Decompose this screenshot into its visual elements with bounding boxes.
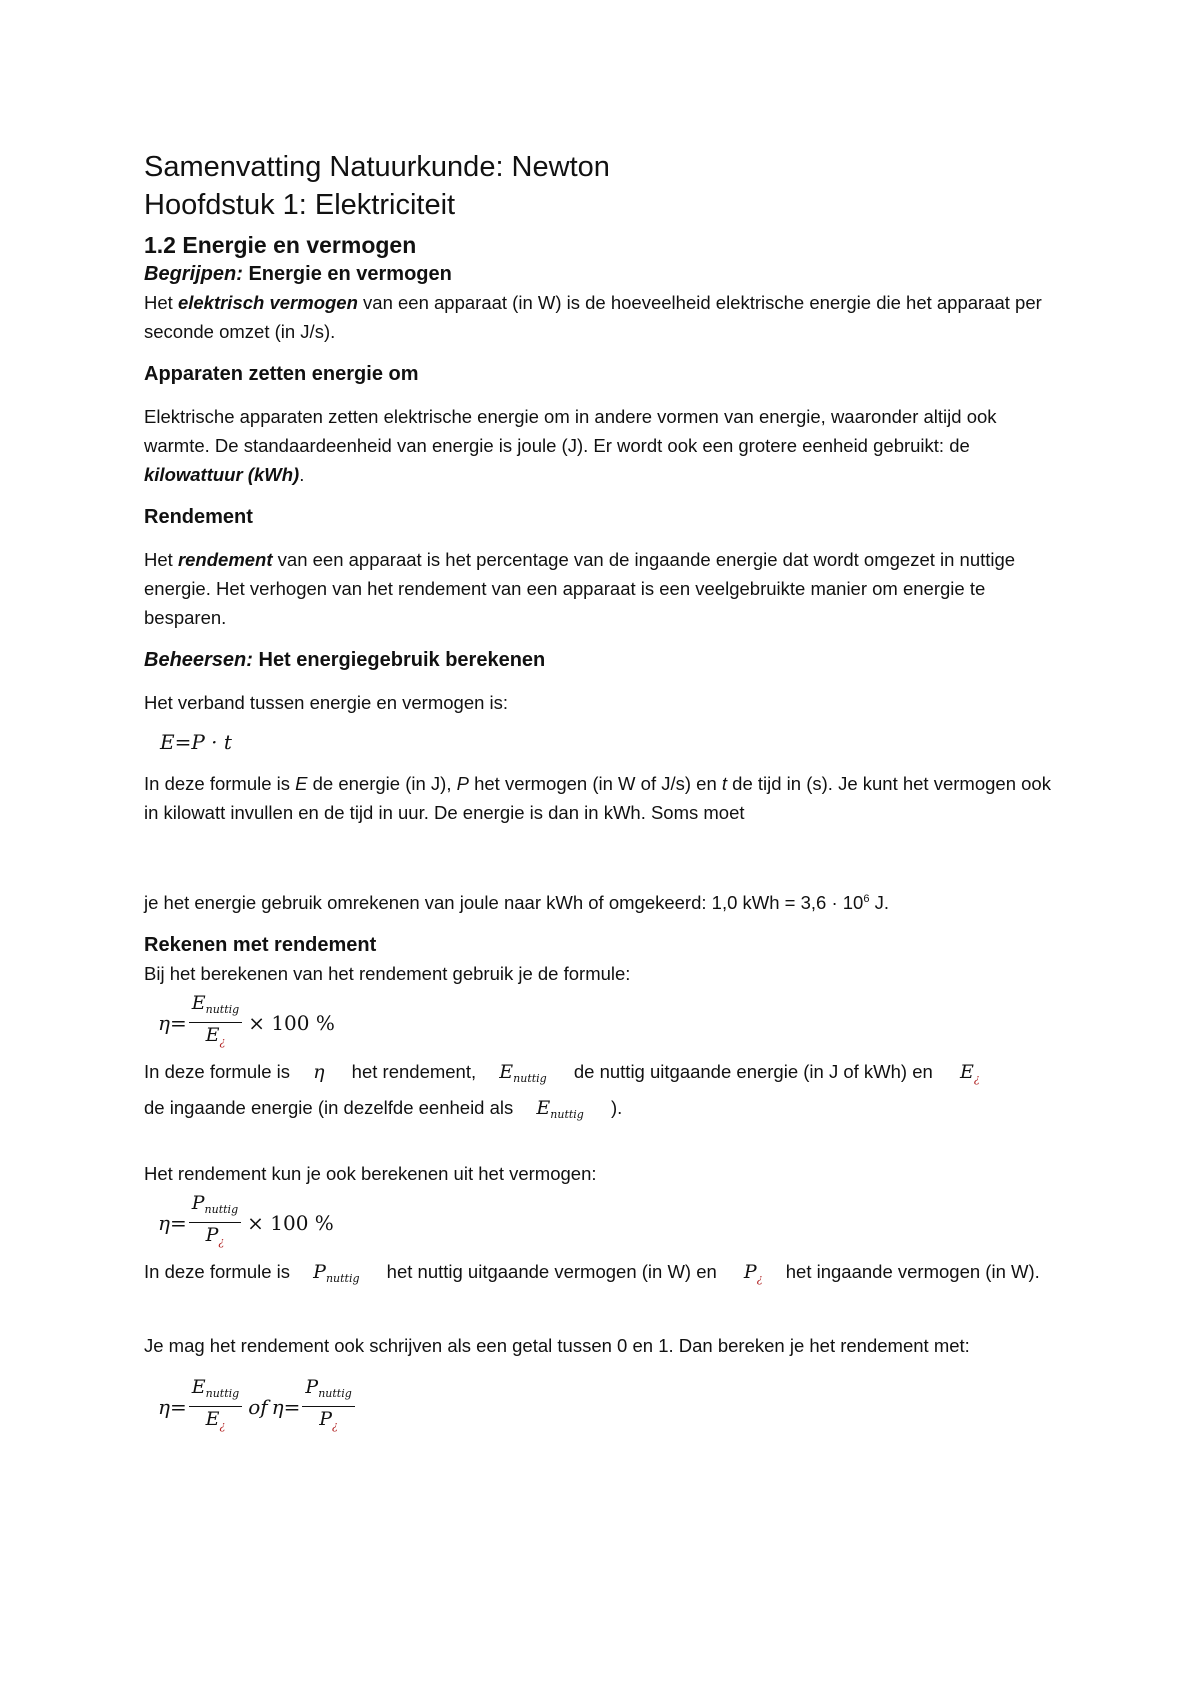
begrijpen-heading [144,260,1064,288]
var-e: E [536,1097,551,1120]
subscript-in: ¿ [219,1419,226,1433]
subscript-nuttig: nuttig [205,1003,240,1017]
var-t: t [721,773,728,794]
var-p: P [313,1261,326,1284]
text-span: In deze formule is [144,1061,296,1083]
text-span: het nuttig uitgaande vermogen (in W) en [381,1261,722,1283]
efficiency-explanation-2 [144,1257,1064,1293]
var-e: E [191,992,206,1015]
exponent: 6 [863,893,870,905]
var-e: E [499,1061,514,1084]
text-span: de tijd in (s). Je kunt het vermogen ook in kilowatt invullen en de tijd in uur. De energie is dan in kWh. Soms moet [144,773,1051,823]
begrijpen-heading-text: Energie en vermogen [242,263,452,285]
efficiency-formula-power [158,1192,1064,1253]
chapter-heading: Hoofdstuk 1: Elektriciteit [144,189,456,221]
eta-symbol: η= [158,1010,187,1035]
text-span: Elektrische apparaten zetten elektrische energie om in andere vormen van energie, waaronder altijd ook warmte. De standaardeenheid van energie is joule (J). Er wordt ook een grotere eenheid gebruikt: de [144,406,997,456]
text-span: . [299,464,305,485]
var-p: P [305,1376,319,1399]
beheersen-intro: Het verband tussen energie en vermogen is: [144,692,509,713]
var-e: E [959,1061,974,1084]
term-rendement: rendement [177,549,273,570]
denominator [203,1023,229,1053]
apparaten-heading: Apparaten zetten energie om [144,363,419,385]
fraction [189,1192,241,1253]
begrijpen-paragraph [144,288,1064,346]
subscript-nuttig: nuttig [550,1108,584,1122]
subscript-in: ¿ [219,1035,226,1049]
energy-formula: E=P · t [160,730,232,754]
text-span: de ingaande energie (in dezelfde eenheid als [144,1097,519,1119]
numerator [189,992,242,1023]
var-p: P [456,773,469,794]
var-e: E [205,1408,220,1431]
power-intro: Het rendement kun je ook berekenen uit het vermogen: [144,1163,597,1185]
fraction-intro: Je mag het rendement ook schrijven als een getal tussen 0 en 1. Dan bereken je het rendement met: [144,1335,970,1357]
begrijpen-label: Begrijpen: [144,263,243,285]
beheersen-heading [144,646,1064,674]
subscript-nuttig: nuttig [325,1272,360,1286]
times-100-percent: × 100 % [247,1210,334,1235]
rekenen-heading: Rekenen met rendement [144,934,377,957]
eta-symbol: η= [158,1210,187,1235]
eta-symbol: η= [158,1394,187,1419]
text-span: van een apparaat (in W) is de hoeveelheid elektrische energie die het apparaat per seconde omzet (in J/s). [144,292,1042,342]
term-elektrisch-vermogen: elektrisch vermogen [177,292,358,313]
apparaten-paragraph [144,402,1064,489]
subscript-nuttig: nuttig [204,1203,239,1217]
fraction [189,992,242,1053]
rendement-paragraph [144,545,1064,632]
var-e: E [205,1024,220,1047]
fraction [189,1376,242,1437]
text-span: het vermogen (in W of J/s) en [468,773,722,794]
term-kilowattuur: kilowattuur (kWh) [144,464,300,485]
fraction [302,1376,354,1437]
numerator [189,1376,242,1407]
of-word: of [248,1394,268,1419]
var-p: P [743,1261,757,1284]
text-span: Het [144,549,178,570]
beheersen-explanation [144,769,1064,827]
subscript-in: ¿ [973,1072,980,1086]
efficiency-explanation-1 [144,1057,1064,1129]
efficiency-formula-fraction [158,1376,1064,1437]
subscript-in: ¿ [218,1235,225,1249]
numerator [302,1376,354,1407]
var-e: E [191,1376,206,1399]
text-span: Het [144,292,178,313]
document-page [144,148,1064,1441]
text-span: J. [869,892,889,914]
section-heading: 1.2 Energie en vermogen [144,232,417,258]
subscript-in: ¿ [756,1272,763,1286]
times-100-percent: × 100 % [248,1010,335,1035]
subscript-nuttig: nuttig [205,1387,240,1401]
text-span: van een apparaat is het percentage van de ingaande energie dat wordt omgezet in nuttige energie. Het verhogen van het rendement van een apparaat is een veelgebruikte manier om energie te besparen. [144,549,1016,628]
rekenen-intro: Bij het berekenen van het rendement gebruik je de formule: [144,963,631,985]
text-span: het rendement, [346,1061,482,1083]
document-title: Samenvatting Natuurkunde: Newton [144,151,610,183]
subscript-nuttig: nuttig [513,1072,547,1086]
text-span: het ingaande vermogen (in W). [780,1261,1040,1283]
conversion-paragraph [144,885,1064,917]
eta-symbol: η [313,1061,325,1084]
rendement-heading: Rendement [144,506,253,528]
var-p: P [191,1192,205,1215]
text-span: ). [605,1097,623,1119]
var-p: P [205,1224,219,1247]
var-p: P [319,1408,333,1431]
text-span: de energie (in J), [307,773,457,794]
denominator [203,1223,228,1253]
text-span: de nuttig uitgaande energie (in J of kWh) en [568,1061,938,1083]
denominator [203,1407,229,1437]
beheersen-heading-text: Het energiegebruik berekenen [252,649,546,671]
eta-symbol: η= [271,1394,301,1419]
efficiency-formula-energy [158,992,1064,1053]
text-span: je het energie gebruik omrekenen van joule naar kWh of omgekeerd: 1,0 kWh = 3,6 · 10 [144,892,864,914]
text-span: In deze formule is [144,773,296,794]
denominator [316,1407,341,1437]
subscript-in: ¿ [332,1419,338,1433]
numerator [189,1192,241,1223]
beheersen-label: Beheersen: [144,649,253,671]
text-span: In deze formule is [144,1261,296,1283]
subscript-nuttig: nuttig [318,1387,352,1401]
var-e: E [295,773,308,794]
